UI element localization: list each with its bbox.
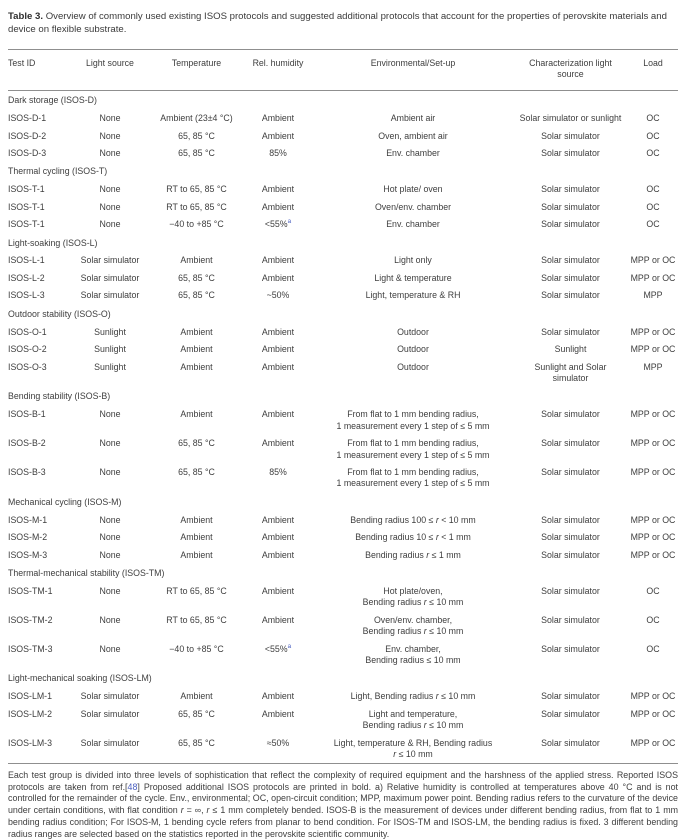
cell: Outdoor: [397, 326, 429, 337]
cell: From flat to 1 mm bending radius, 1 measurement every 1 step of ≤ 5 mm: [336, 409, 490, 431]
cell: None: [99, 219, 121, 230]
cell: Ambient: [261, 344, 295, 355]
cell-test-id: ISOS-LM-3: [8, 737, 52, 748]
cell: OC: [646, 219, 660, 230]
cell: Bending radius 100 ≤ r < 10 mm: [350, 514, 476, 525]
cell: None: [99, 643, 121, 654]
section-header: Light-soaking (ISOS-L): [8, 237, 98, 248]
cell: None: [99, 184, 121, 195]
cell: Light, temperature & RH, Bending radius r ≤ 10 mm: [333, 737, 493, 760]
cell: Env. chamber, Bending radius ≤ 10 mm: [365, 643, 461, 666]
cell: Ambient: [261, 708, 295, 719]
cell: ≈50%: [266, 737, 290, 748]
cell: RT to 65, 85 °C: [166, 201, 227, 212]
header-row: [8, 49, 678, 90]
cell: Hot plate/ oven: [383, 184, 443, 195]
cell: Light and temperature, Bending radius r ≤ 10 mm: [362, 708, 464, 731]
cell: None: [99, 409, 121, 420]
cell: Solar simulator: [541, 201, 600, 212]
cell: OC: [646, 147, 660, 158]
cell: None: [99, 113, 121, 124]
cell: Ambient: [261, 130, 295, 141]
table-head: [8, 49, 678, 90]
cell: Ambient: [180, 549, 213, 560]
section-header-row: [8, 304, 678, 323]
cell: Solar simulator: [541, 147, 600, 158]
cell: Solar simulator: [80, 708, 140, 719]
cell: None: [99, 532, 121, 543]
cell: Solar simulator: [541, 585, 600, 596]
section-header-row: [8, 162, 678, 181]
table-row: [8, 640, 678, 669]
cell: Ambient: [261, 514, 295, 525]
cell: None: [99, 514, 121, 525]
cell: Ambient: [261, 184, 295, 195]
table-row: [8, 358, 678, 387]
table-row: [8, 269, 678, 286]
section-header: Dark storage (ISOS-D): [8, 95, 97, 106]
cell: Solar simulator: [80, 255, 140, 266]
cell-test-id: ISOS-B-1: [8, 409, 46, 420]
cell: Env. chamber: [386, 219, 440, 230]
table-row: [8, 216, 678, 233]
cell: 65, 85 °C: [178, 466, 215, 477]
section-header: Light-mechanical soaking (ISOS-LM): [8, 673, 152, 684]
section-header: Mechanical cycling (ISOS-M): [8, 496, 122, 507]
column-header: Light source: [86, 57, 134, 68]
cell: Solar simulator: [541, 614, 600, 625]
cell: Light & temperature: [374, 272, 452, 283]
cell: 65, 85 °C: [178, 737, 215, 748]
cell-test-id: ISOS-T-1: [8, 219, 45, 230]
cell: OC: [646, 614, 660, 625]
cell: Ambient (23±4 °C): [160, 113, 233, 124]
cell: OC: [646, 585, 660, 596]
caption-label: Table 3.: [8, 11, 44, 22]
table-row: [8, 198, 678, 215]
cell: Ambient: [261, 691, 295, 702]
cell-test-id: ISOS-LM-1: [8, 691, 52, 702]
isos-protocols-table: [8, 49, 678, 764]
cell: Ambient: [180, 514, 213, 525]
cell: Ambient: [180, 255, 213, 266]
cell: 65, 85 °C: [178, 272, 215, 283]
table-row: [8, 435, 678, 464]
table-row: [8, 463, 678, 492]
cell-test-id: ISOS-D-3: [8, 147, 47, 158]
section-header: Bending stability (ISOS-B): [8, 391, 111, 402]
cell: Solar simulator: [541, 708, 600, 719]
cell: Solar simulator: [541, 549, 600, 560]
table-row: [8, 406, 678, 435]
table-row: [8, 529, 678, 546]
cell: Solar simulator: [541, 643, 600, 654]
cell-test-id: ISOS-O-3: [8, 361, 47, 372]
cell-test-id: ISOS-TM-1: [8, 585, 53, 596]
cell: −40 to +85 °C: [169, 219, 224, 230]
section-header: Outdoor stability (ISOS-O): [8, 308, 111, 319]
cell: Bending radius r ≤ 1 mm: [365, 549, 461, 560]
cell: MPP or OC: [630, 532, 676, 543]
cell: 65, 85 °C: [178, 708, 215, 719]
cell: Solar simulator: [541, 466, 600, 477]
section-header-row: [8, 492, 678, 511]
citation-link[interactable]: 48: [127, 781, 138, 792]
cell-test-id: ISOS-O-2: [8, 344, 47, 355]
cell: Ambient: [261, 409, 295, 420]
cell: None: [99, 466, 121, 477]
cell: MPP or OC: [630, 737, 676, 748]
cell: MPP or OC: [630, 326, 676, 337]
cell: Solar simulator: [80, 691, 140, 702]
cell: Solar simulator: [80, 272, 140, 283]
footnote-marker: a: [287, 218, 292, 226]
cell-test-id: ISOS-D-2: [8, 130, 47, 141]
cell-test-id: ISOS-O-1: [8, 326, 47, 337]
cell: Ambient: [261, 255, 295, 266]
cell: Solar simulator: [541, 438, 600, 449]
table-row: [8, 611, 678, 640]
table-body: [8, 90, 678, 763]
table-row: [8, 546, 678, 563]
cell: RT to 65, 85 °C: [166, 585, 227, 596]
cell: <55%$^a$: [264, 642, 292, 654]
cell: MPP or OC: [630, 514, 676, 525]
cell-test-id: ISOS-T-1: [8, 201, 45, 212]
table-row: [8, 144, 678, 161]
cell: Solar simulator: [541, 326, 600, 337]
table-row: [8, 110, 678, 127]
cell: OC: [646, 184, 660, 195]
cell: Light only: [394, 255, 432, 266]
table-row: [8, 341, 678, 358]
section-header: Thermal-mechanical stability (ISOS-TM): [8, 568, 165, 578]
cell: Solar simulator: [541, 272, 600, 283]
section-header-row: [8, 90, 678, 109]
table-row: [8, 688, 678, 705]
cell: Ambient: [180, 691, 213, 702]
section-header: Thermal cycling (ISOS-T): [8, 166, 108, 177]
caption-text: Overview of commonly used existing ISOS protocols and suggested additional protocols that account for the properties of perovskite materials and device on flexible substrate.: [8, 11, 667, 36]
cell: Ambient: [180, 326, 213, 337]
cell: Env. chamber: [386, 147, 440, 158]
cell: Oven, ambient air: [378, 130, 448, 141]
cell-test-id: ISOS-B-3: [8, 466, 46, 477]
cell: MPP or OC: [630, 708, 676, 719]
cell: Solar simulator: [80, 737, 140, 748]
cell-test-id: ISOS-T-1: [8, 184, 45, 195]
cell: <55%$^a$: [264, 218, 292, 230]
cell: 65, 85 °C: [178, 438, 215, 449]
cell: Ambient: [261, 532, 295, 543]
cell: Solar simulator: [541, 532, 600, 543]
cell: 85%: [269, 147, 287, 158]
cell-test-id: ISOS-TM-2: [8, 614, 53, 625]
cell: OC: [646, 201, 660, 212]
cell: Solar simulator: [80, 290, 140, 301]
cell-test-id: ISOS-M-3: [8, 549, 48, 560]
cell: Ambient: [261, 614, 295, 625]
section-header-row: [8, 233, 678, 252]
cell: Ambient: [180, 532, 213, 543]
footnote-marker: a: [287, 642, 292, 650]
table-row: [8, 582, 678, 611]
cell: Outdoor: [397, 361, 429, 372]
cell: Ambient: [261, 201, 295, 212]
cell: Light, Bending radius r ≤ 10 mm: [350, 691, 476, 702]
column-header: Environmental/Set-up: [370, 57, 456, 68]
cell: MPP or OC: [630, 272, 676, 283]
cell: Ambient air: [390, 113, 436, 124]
cell-test-id: ISOS-TM-3: [8, 643, 53, 654]
cell: Bending radius 10 ≤ r < 1 mm: [355, 532, 471, 543]
column-header: Load: [643, 57, 663, 68]
table-row: [8, 511, 678, 528]
cell: None: [99, 147, 121, 158]
table-row: [8, 705, 678, 734]
cell: None: [99, 585, 121, 596]
cell: Ambient: [261, 113, 295, 124]
cell: MPP or OC: [630, 344, 676, 355]
cell: Solar simulator: [541, 514, 600, 525]
cell: MPP or OC: [630, 549, 676, 560]
cell-test-id: ISOS-L-1: [8, 255, 45, 266]
cell: Ambient: [180, 409, 213, 420]
cell: Light, temperature & RH: [365, 290, 461, 301]
cell: Sunlight: [94, 361, 126, 372]
cell: Oven/env. chamber, Bending radius r ≤ 10 mm: [362, 614, 464, 637]
cell: Ambient: [261, 585, 295, 596]
cell: Oven/env. chamber: [374, 201, 452, 212]
cell: None: [99, 438, 121, 449]
cell: Solar simulator or sunlight: [519, 113, 622, 124]
cell: −40 to +85 °C: [169, 643, 224, 654]
column-header: Characterization light source: [529, 57, 612, 80]
cell-test-id: ISOS-L-3: [8, 290, 45, 301]
cell: Ambient: [180, 361, 213, 372]
cell: Hot plate/oven, Bending radius r ≤ 10 mm: [362, 585, 464, 608]
table-row: [8, 127, 678, 144]
cell-test-id: ISOS-LM-2: [8, 708, 52, 719]
cell: Solar simulator: [541, 184, 600, 195]
cell: From flat to 1 mm bending radius, 1 measurement every 1 step of ≤ 5 mm: [336, 438, 490, 460]
cell: OC: [646, 130, 660, 141]
cell: Ambient: [261, 438, 295, 449]
section-header-row: [8, 564, 678, 583]
cell: 65, 85 °C: [178, 290, 215, 301]
cell: MPP or OC: [630, 255, 676, 266]
cell: OC: [646, 113, 660, 124]
footnote: Each test group is divided into three levels of sophistication that reflect the complexity of required equipment and the harshness of the applied stress. Reported ISOS protocols are taken from ref.[48] Proposed additional ISOS protocols are printed in bold. a) Relative humidity is controlled at temperatures above 40 °C and is not controlled for the remainder of the cycle. Env., environmental; OC, open-circuit condition; MPP, maximum power point. Bending radius refers to the curvature of the device under certain conditions, with flat condition r = ∞, r ≤ 1 mm completely bended. ISOS-B is the measurement of devices under different bending radius, from flat to 1 mm bending radius condition; For ISOS-M, 1 bending cycle refers from planar to bend condition. For ISOS-TM and ISOS-LM, the bending radius is fixed. 3 different bending radius ranges are selected based on the statistics reported in the perovskite scientific community.: [8, 769, 679, 839]
cell: ~50%: [266, 290, 290, 301]
cell: None: [99, 614, 121, 625]
cell: Ambient: [261, 361, 295, 372]
cell: Solar simulator: [541, 130, 600, 141]
cell: RT to 65, 85 °C: [166, 614, 227, 625]
cell: From flat to 1 mm bending radius, 1 measurement every 1 step of ≤ 5 mm: [336, 466, 490, 489]
cell: Sunlight: [94, 326, 126, 337]
cell: MPP: [643, 290, 663, 301]
table-row: [8, 734, 678, 763]
cell: 65, 85 °C: [178, 147, 215, 158]
section-header-row: [8, 669, 678, 688]
cell: Ambient: [261, 326, 295, 337]
cell-test-id: ISOS-D-1: [8, 113, 47, 124]
table-caption: [8, 10, 678, 37]
cell: Solar simulator: [541, 290, 600, 301]
column-header: Test ID: [8, 57, 36, 68]
cell: 65, 85 °C: [178, 130, 215, 141]
table-row: [8, 323, 678, 340]
cell: RT to 65, 85 °C: [166, 184, 227, 195]
cell: None: [99, 549, 121, 560]
cell: Ambient: [180, 344, 213, 355]
cell: MPP or OC: [630, 409, 676, 420]
cell: Solar simulator: [541, 691, 600, 702]
cell: Solar simulator: [541, 737, 600, 748]
section-header-row: [8, 387, 678, 406]
cell: MPP or OC: [630, 466, 676, 477]
column-header: Temperature: [171, 57, 222, 68]
cell: None: [99, 130, 121, 141]
cell-test-id: ISOS-L-2: [8, 272, 45, 283]
cell: MPP or OC: [630, 438, 676, 449]
cell-test-id: ISOS-B-2: [8, 438, 46, 449]
cell: Sunlight: [554, 344, 587, 355]
cell: MPP or OC: [630, 691, 676, 702]
cell: Ambient: [261, 272, 295, 283]
cell: Sunlight: [94, 344, 126, 355]
cell: Ambient: [261, 549, 295, 560]
table-row: [8, 181, 678, 198]
cell-test-id: ISOS-M-2: [8, 532, 48, 543]
cell: 85%: [269, 466, 287, 477]
column-header: Rel. humidity: [252, 57, 304, 68]
cell: MPP: [643, 361, 663, 372]
cell: Outdoor: [397, 344, 429, 355]
cell: Solar simulator: [541, 255, 600, 266]
cell: OC: [646, 643, 660, 654]
table-row: [8, 287, 678, 304]
cell: None: [99, 201, 121, 212]
cell-test-id: ISOS-M-1: [8, 514, 48, 525]
cell: Solar simulator: [541, 219, 600, 230]
table-row: [8, 252, 678, 269]
cell: Solar simulator: [541, 409, 600, 420]
cell: Sunlight and Solar simulator: [534, 361, 607, 383]
